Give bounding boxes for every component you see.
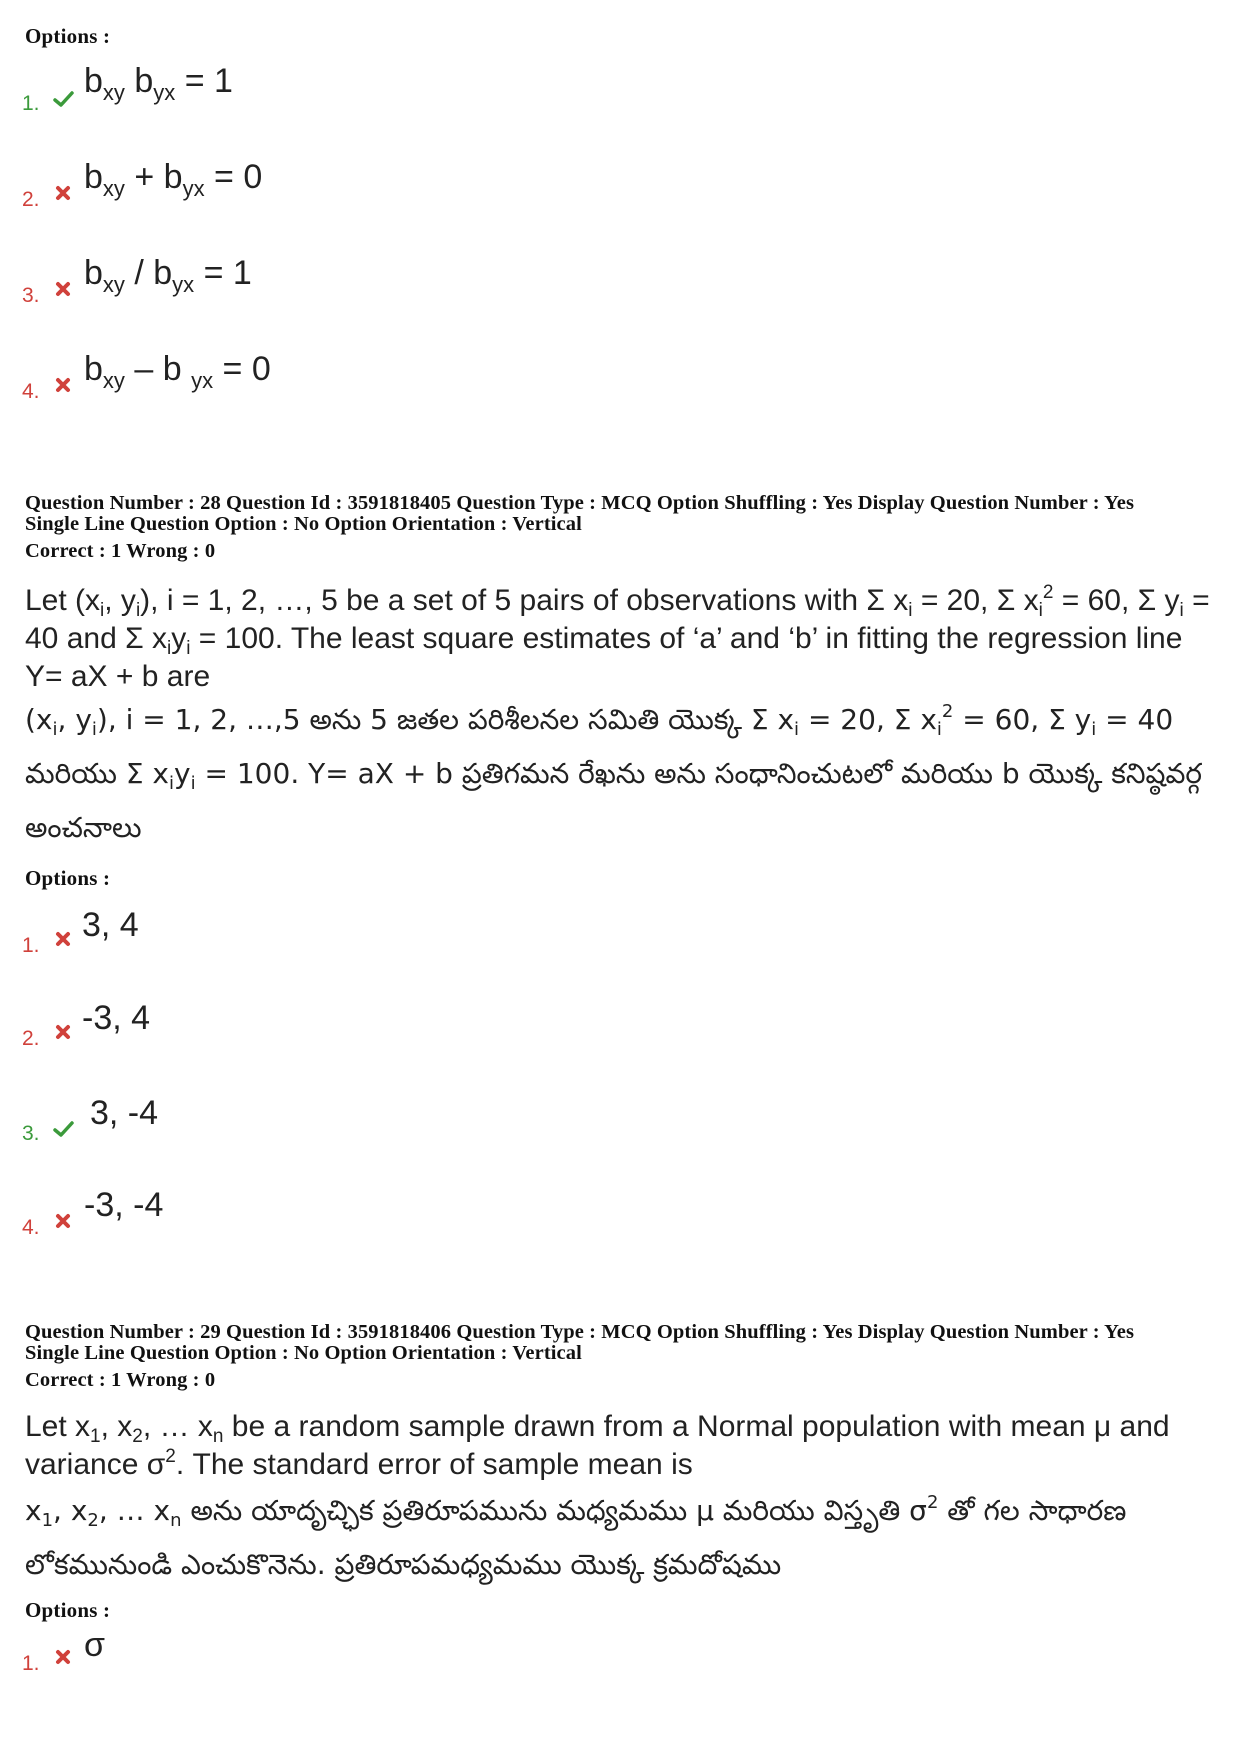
meta-line: Single Line Question Option : No Option Orientation : Vertical	[25, 513, 582, 535]
option-number: 3.	[22, 1122, 40, 1145]
option-number: 4.	[22, 380, 40, 403]
question-text-telugu: $x_1$, $x_2$, … $x_n$ అను యాదృచ్ఛిక ప్రతిరూపమును మధ్యమము μ మరియు విస్తృతి $\sigma^2$ తో గల సాధారణ లోకమునుండి ఎంచుకొనెను. ప్రతిరూపమధ్యమము యొక్క క్రమదోషము	[25, 1492, 1127, 1581]
options-label: Options :	[25, 1598, 111, 1622]
meta-line: Single Line Question Option : No Option Orientation : Vertical	[25, 1342, 582, 1364]
option-text: $b_{xy}$ – b $_{yx}$ = 0	[84, 350, 271, 393]
meta-line: Question Number : 28 Question Id : 3591818405 Question Type : MCQ Option Shuffling : Yes Display Question Number : Yes	[25, 492, 1135, 514]
q27-option-1	[22, 62, 722, 122]
marks-line: Correct : 1 Wrong : 0	[25, 1369, 216, 1391]
cross-icon	[52, 278, 74, 300]
q28-option-2	[22, 999, 722, 1059]
check-icon	[52, 88, 74, 110]
check-icon	[52, 1118, 74, 1140]
q27-option-4	[22, 350, 722, 422]
question-meta	[25, 1322, 1225, 1391]
question-text-english: Let ($x_i$, $y_i$), i = 1, 2, …, 5 be a set of 5 pairs of observations with Σ $x_i = 20$, Σ $x_i^2 = 60$, Σ $y_i = 40$ and Σ $x_iy_i = 100$. The least square estimates of ‘a’ and ‘b’ in fitting the regression line Y= aX + b are	[25, 582, 1210, 693]
option-text: -3, -4	[84, 1186, 164, 1224]
options-label: Options :	[25, 866, 111, 890]
option-text: 3, 4	[82, 906, 139, 944]
cross-icon	[52, 374, 74, 396]
option-text: $b_{xy} / b_{yx} = 1$	[84, 254, 252, 297]
cross-icon	[52, 928, 74, 950]
cross-icon	[52, 182, 74, 204]
q28-option-4	[22, 1188, 722, 1248]
option-text: 3, -4	[90, 1094, 159, 1132]
marks-line: Correct : 1 Wrong : 0	[25, 540, 216, 562]
q27-option-3	[22, 254, 722, 322]
option-text: $b_{xy} + b_{yx} = 0$	[84, 158, 263, 201]
meta-line: Question Number : 29 Question Id : 3591818406 Question Type : MCQ Option Shuffling : Yes Display Question Number : Yes	[25, 1321, 1135, 1343]
option-text: σ	[84, 1626, 105, 1664]
option-number: 2.	[22, 1027, 40, 1050]
option-number: 1.	[22, 934, 40, 957]
option-number: 1.	[22, 1652, 40, 1675]
option-number: 1.	[22, 92, 40, 115]
cross-icon	[52, 1646, 74, 1668]
cross-icon	[52, 1210, 74, 1232]
option-number: 4.	[22, 1216, 40, 1239]
option-number: 2.	[22, 188, 40, 211]
option-number: 3.	[22, 284, 40, 307]
q28-option-1	[22, 906, 722, 966]
cross-icon	[52, 1021, 74, 1043]
q27-option-2	[22, 158, 722, 222]
q29-option-1	[22, 1626, 722, 1690]
question-meta	[25, 493, 1225, 562]
question-text-english: Let $x_1$, $x_2$, … $x_n$ be a random sample drawn from a Normal population with mean μ and variance $\sigma^2$. The standard error of sample mean is	[25, 1410, 1170, 1481]
option-text: -3, 4	[82, 999, 151, 1037]
q28-option-3	[22, 1094, 722, 1158]
options-label: Options :	[25, 24, 111, 48]
option-text: $b_{xy}$ $b_{yx} = 1$	[84, 62, 233, 105]
question-text-telugu: ($x_i$, $y_i$), i = 1, 2, …,5 అను 5 జతల పరిశీలనల సమితి యొక్క Σ $x_i = 20$, Σ $x_i^2 = 60$, Σ $y_i = 40$ మరియు Σ $x_iy_i = 100$. Y= aX + b ప్రతిగమన రేఖను అను సంధానించుటలో మరియు b యొక్క కనిష్ఠవర్గ అంచనాలు	[25, 701, 1203, 844]
